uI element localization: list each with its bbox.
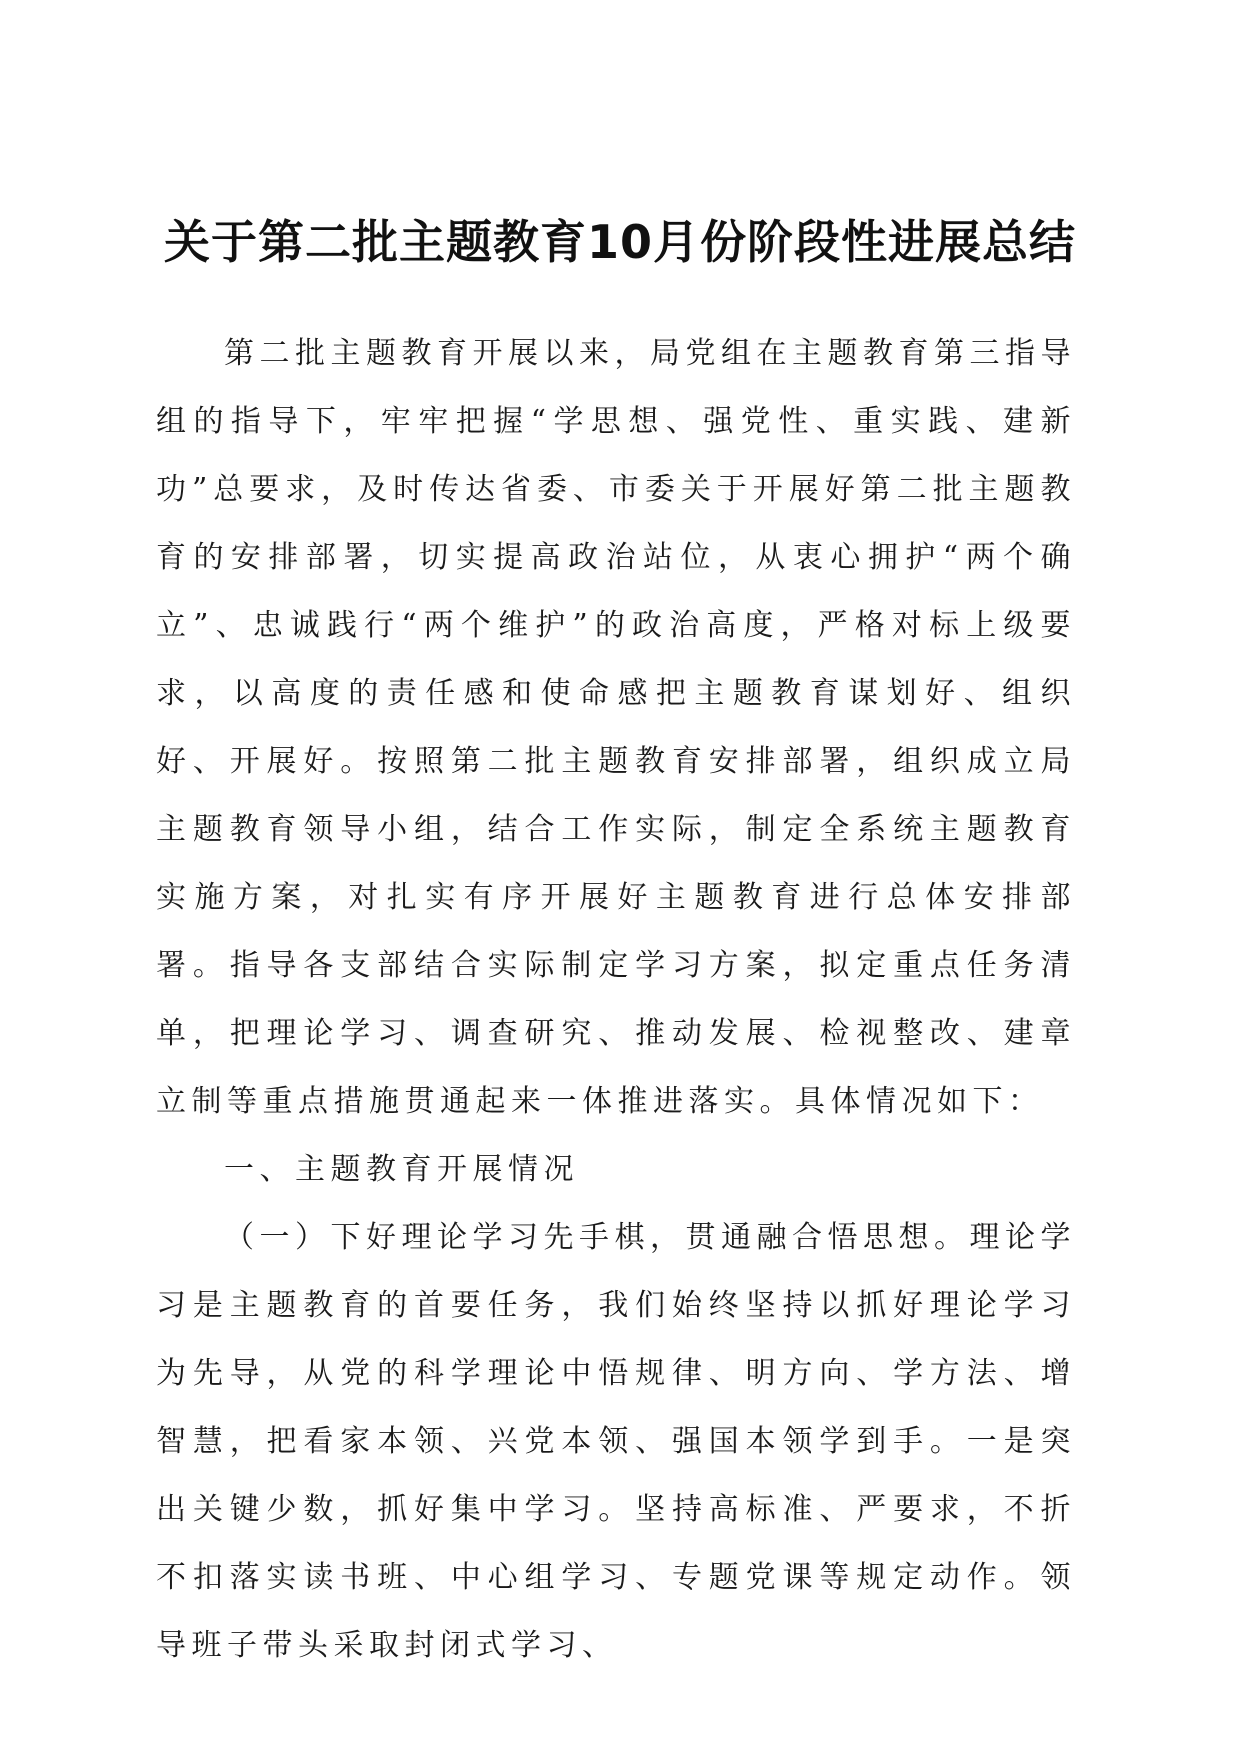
intro-paragraph: 第二批主题教育开展以来，局党组在主题教育第三指导组的指导下，牢牢把握“学思想、强党性、重实践、建新功”总要求，及时传达省委、市委关于开展好第二批主题教育的安排部署，切实提高政治站位，从衷心拥护“两个确立”、忠诚践行“两个维护”的政治高度，严格对标上级要求，以高度的责任感和使命感把主题教育谋划好、组织好、开展好。按照第二批主题教育安排部署，组织成立局主题教育领导小组，结合工作实际，制定全系统主题教育实施方案，对扎实有序开展好主题教育进行总体安排部署。指导各支部结合实际制定学习方案，拟定重点任务清单，把理论学习、调查研究、推动发展、检视整改、建章立制等重点措施贯通起来一体推进落实。具体情况如下： [156, 336, 1076, 1119]
section-paragraph: （一）下好理论学习先手棋，贯通融合悟思想。理论学习是主题教育的首要任务，我们始终坚持以抓好理论学习为先导，从党的科学理论中悟规律、明方向、学方法、增智慧，把看家本领、兴党本领、强国本领学到手。一是突出关键少数，抓好集中学习。坚持高标准、严要求，不折不扣落实读书班、中心组学习、专题党课等规定动作。领导班子带头采取封闭式学习、 [156, 1220, 1076, 1663]
document-body [156, 320, 1076, 1680]
document-title: 关于第二批主题教育10月份阶段性进展总结 [163, 215, 1076, 269]
section-heading: 一、主题教育开展情况 [224, 1152, 579, 1187]
